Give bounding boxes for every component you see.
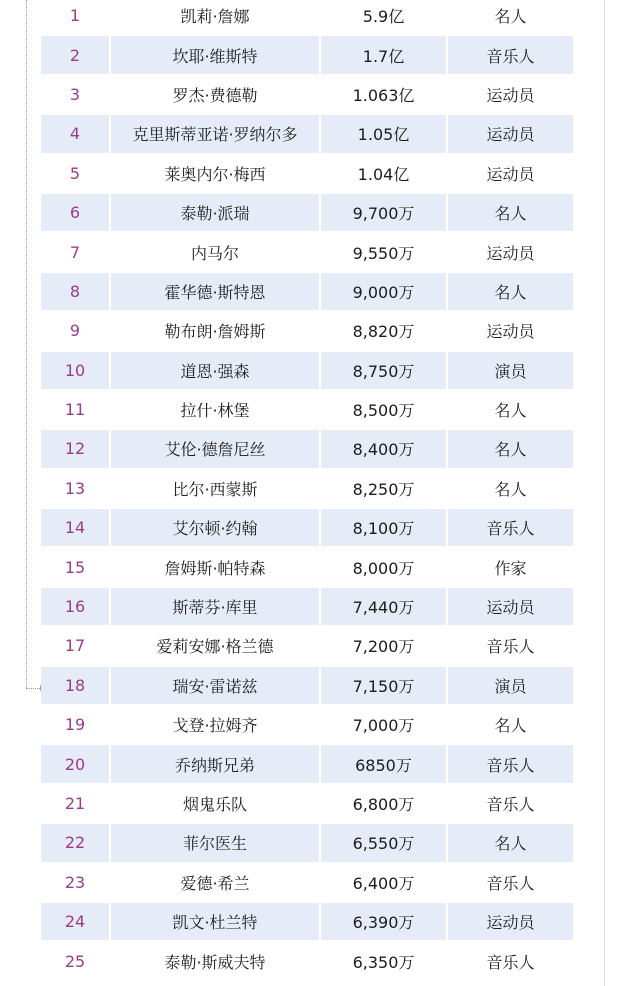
name-cell: 瑞安·雷诺兹: [111, 667, 319, 704]
name-cell: 泰勒·斯威夫特: [111, 942, 319, 979]
profession-cell: 运动员: [448, 312, 573, 349]
ranking-table: [39, 0, 575, 982]
profession-cell: 演员: [448, 667, 573, 704]
profession-cell: 运动员: [448, 76, 573, 113]
name-cell: 坎耶·维斯特: [111, 36, 319, 73]
earnings-cell: 9,550万: [321, 233, 446, 270]
earnings-cell: 6,390万: [321, 903, 446, 940]
rank-cell: 12: [41, 430, 109, 467]
table-row: [41, 667, 573, 704]
ranking-table-body: [41, 0, 573, 980]
rank-cell: 22: [41, 824, 109, 861]
name-cell: 拉什·林堡: [111, 391, 319, 428]
table-row: [41, 0, 573, 34]
profession-cell: 音乐人: [448, 36, 573, 73]
table-row: [41, 509, 573, 546]
rank-cell: 25: [41, 942, 109, 979]
name-cell: 烟鬼乐队: [111, 785, 319, 822]
name-cell: 凯莉·詹娜: [111, 0, 319, 34]
table-row: [41, 588, 573, 625]
rank-cell: 23: [41, 864, 109, 901]
earnings-cell: 8,400万: [321, 430, 446, 467]
profession-cell: 运动员: [448, 233, 573, 270]
profession-cell: 演员: [448, 352, 573, 389]
rank-cell: 8: [41, 273, 109, 310]
earnings-cell: 7,150万: [321, 667, 446, 704]
earnings-cell: 8,750万: [321, 352, 446, 389]
table-row: [41, 470, 573, 507]
rank-cell: 10: [41, 352, 109, 389]
name-cell: 艾尔顿·约翰: [111, 509, 319, 546]
rank-cell: 11: [41, 391, 109, 428]
profession-cell: 音乐人: [448, 785, 573, 822]
profession-cell: 作家: [448, 548, 573, 585]
profession-cell: 音乐人: [448, 509, 573, 546]
earnings-cell: 8,820万: [321, 312, 446, 349]
profession-cell: 音乐人: [448, 745, 573, 782]
earnings-cell: 7,440万: [321, 588, 446, 625]
table-row: [41, 115, 573, 152]
profession-cell: 音乐人: [448, 864, 573, 901]
name-cell: 勒布朗·詹姆斯: [111, 312, 319, 349]
profession-cell: 音乐人: [448, 627, 573, 664]
earnings-cell: 1.05亿: [321, 115, 446, 152]
name-cell: 比尔·西蒙斯: [111, 470, 319, 507]
table-row: [41, 155, 573, 192]
earnings-cell: 6,550万: [321, 824, 446, 861]
rank-cell: 15: [41, 548, 109, 585]
name-cell: 泰勒·派瑞: [111, 194, 319, 231]
rank-cell: 14: [41, 509, 109, 546]
name-cell: 艾伦·德詹尼丝: [111, 430, 319, 467]
name-cell: 爱德·希兰: [111, 864, 319, 901]
profession-cell: 运动员: [448, 903, 573, 940]
table-row: [41, 194, 573, 231]
profession-cell: 运动员: [448, 588, 573, 625]
earnings-cell: 9,700万: [321, 194, 446, 231]
rank-cell: 9: [41, 312, 109, 349]
table-row: [41, 706, 573, 743]
rank-cell: 21: [41, 785, 109, 822]
table-row: [41, 942, 573, 979]
earnings-cell: 9,000万: [321, 273, 446, 310]
name-cell: 内马尔: [111, 233, 319, 270]
table-row: [41, 76, 573, 113]
table-row: [41, 36, 573, 73]
rank-cell: 6: [41, 194, 109, 231]
earnings-cell: 8,100万: [321, 509, 446, 546]
profession-cell: 名人: [448, 194, 573, 231]
name-cell: 罗杰·费德勒: [111, 76, 319, 113]
earnings-cell: 5.9亿: [321, 0, 446, 34]
table-row: [41, 903, 573, 940]
profession-cell: 运动员: [448, 115, 573, 152]
name-cell: 乔纳斯兄弟: [111, 745, 319, 782]
profession-cell: 名人: [448, 470, 573, 507]
earnings-cell: 6,400万: [321, 864, 446, 901]
rank-cell: 2: [41, 36, 109, 73]
profession-cell: 名人: [448, 273, 573, 310]
rank-cell: 19: [41, 706, 109, 743]
name-cell: 霍华德·斯特恩: [111, 273, 319, 310]
name-cell: 克里斯蒂亚诺·罗纳尔多: [111, 115, 319, 152]
table-row: [41, 627, 573, 664]
rank-cell: 20: [41, 745, 109, 782]
profession-cell: 名人: [448, 706, 573, 743]
rank-cell: 24: [41, 903, 109, 940]
table-row: [41, 352, 573, 389]
earnings-cell: 7,200万: [321, 627, 446, 664]
rank-cell: 3: [41, 76, 109, 113]
earnings-cell: 6,350万: [321, 942, 446, 979]
earnings-cell: 6850万: [321, 745, 446, 782]
profession-cell: 运动员: [448, 155, 573, 192]
rank-cell: 16: [41, 588, 109, 625]
table-row: [41, 785, 573, 822]
earnings-cell: 8,250万: [321, 470, 446, 507]
name-cell: 詹姆斯·帕特森: [111, 548, 319, 585]
earnings-cell: 6,800万: [321, 785, 446, 822]
profession-cell: 名人: [448, 0, 573, 34]
rank-cell: 18: [41, 667, 109, 704]
earnings-cell: 1.04亿: [321, 155, 446, 192]
profession-cell: 音乐人: [448, 942, 573, 979]
table-row: [41, 824, 573, 861]
earnings-cell: 8,000万: [321, 548, 446, 585]
table-row: [41, 312, 573, 349]
table-row: [41, 273, 573, 310]
name-cell: 莱奥内尔·梅西: [111, 155, 319, 192]
rank-cell: 13: [41, 470, 109, 507]
name-cell: 道恩·强森: [111, 352, 319, 389]
profession-cell: 名人: [448, 391, 573, 428]
table-row: [41, 391, 573, 428]
earnings-cell: 1.063亿: [321, 76, 446, 113]
earnings-cell: 8,500万: [321, 391, 446, 428]
table-row: [41, 430, 573, 467]
earnings-cell: 1.7亿: [321, 36, 446, 73]
rank-cell: 4: [41, 115, 109, 152]
rank-cell: 1: [41, 0, 109, 34]
profession-cell: 名人: [448, 430, 573, 467]
rank-cell: 7: [41, 233, 109, 270]
right-border-line: [604, 0, 605, 986]
table-row: [41, 864, 573, 901]
earnings-cell: 7,000万: [321, 706, 446, 743]
profession-cell: 名人: [448, 824, 573, 861]
rank-cell: 5: [41, 155, 109, 192]
table-row: [41, 745, 573, 782]
dotted-frame-line: [26, 0, 27, 688]
table-row: [41, 233, 573, 270]
name-cell: 凯文·杜兰特: [111, 903, 319, 940]
name-cell: 爱莉安娜·格兰德: [111, 627, 319, 664]
table-row: [41, 548, 573, 585]
name-cell: 菲尔医生: [111, 824, 319, 861]
name-cell: 戈登·拉姆齐: [111, 706, 319, 743]
name-cell: 斯蒂芬·库里: [111, 588, 319, 625]
rank-cell: 17: [41, 627, 109, 664]
